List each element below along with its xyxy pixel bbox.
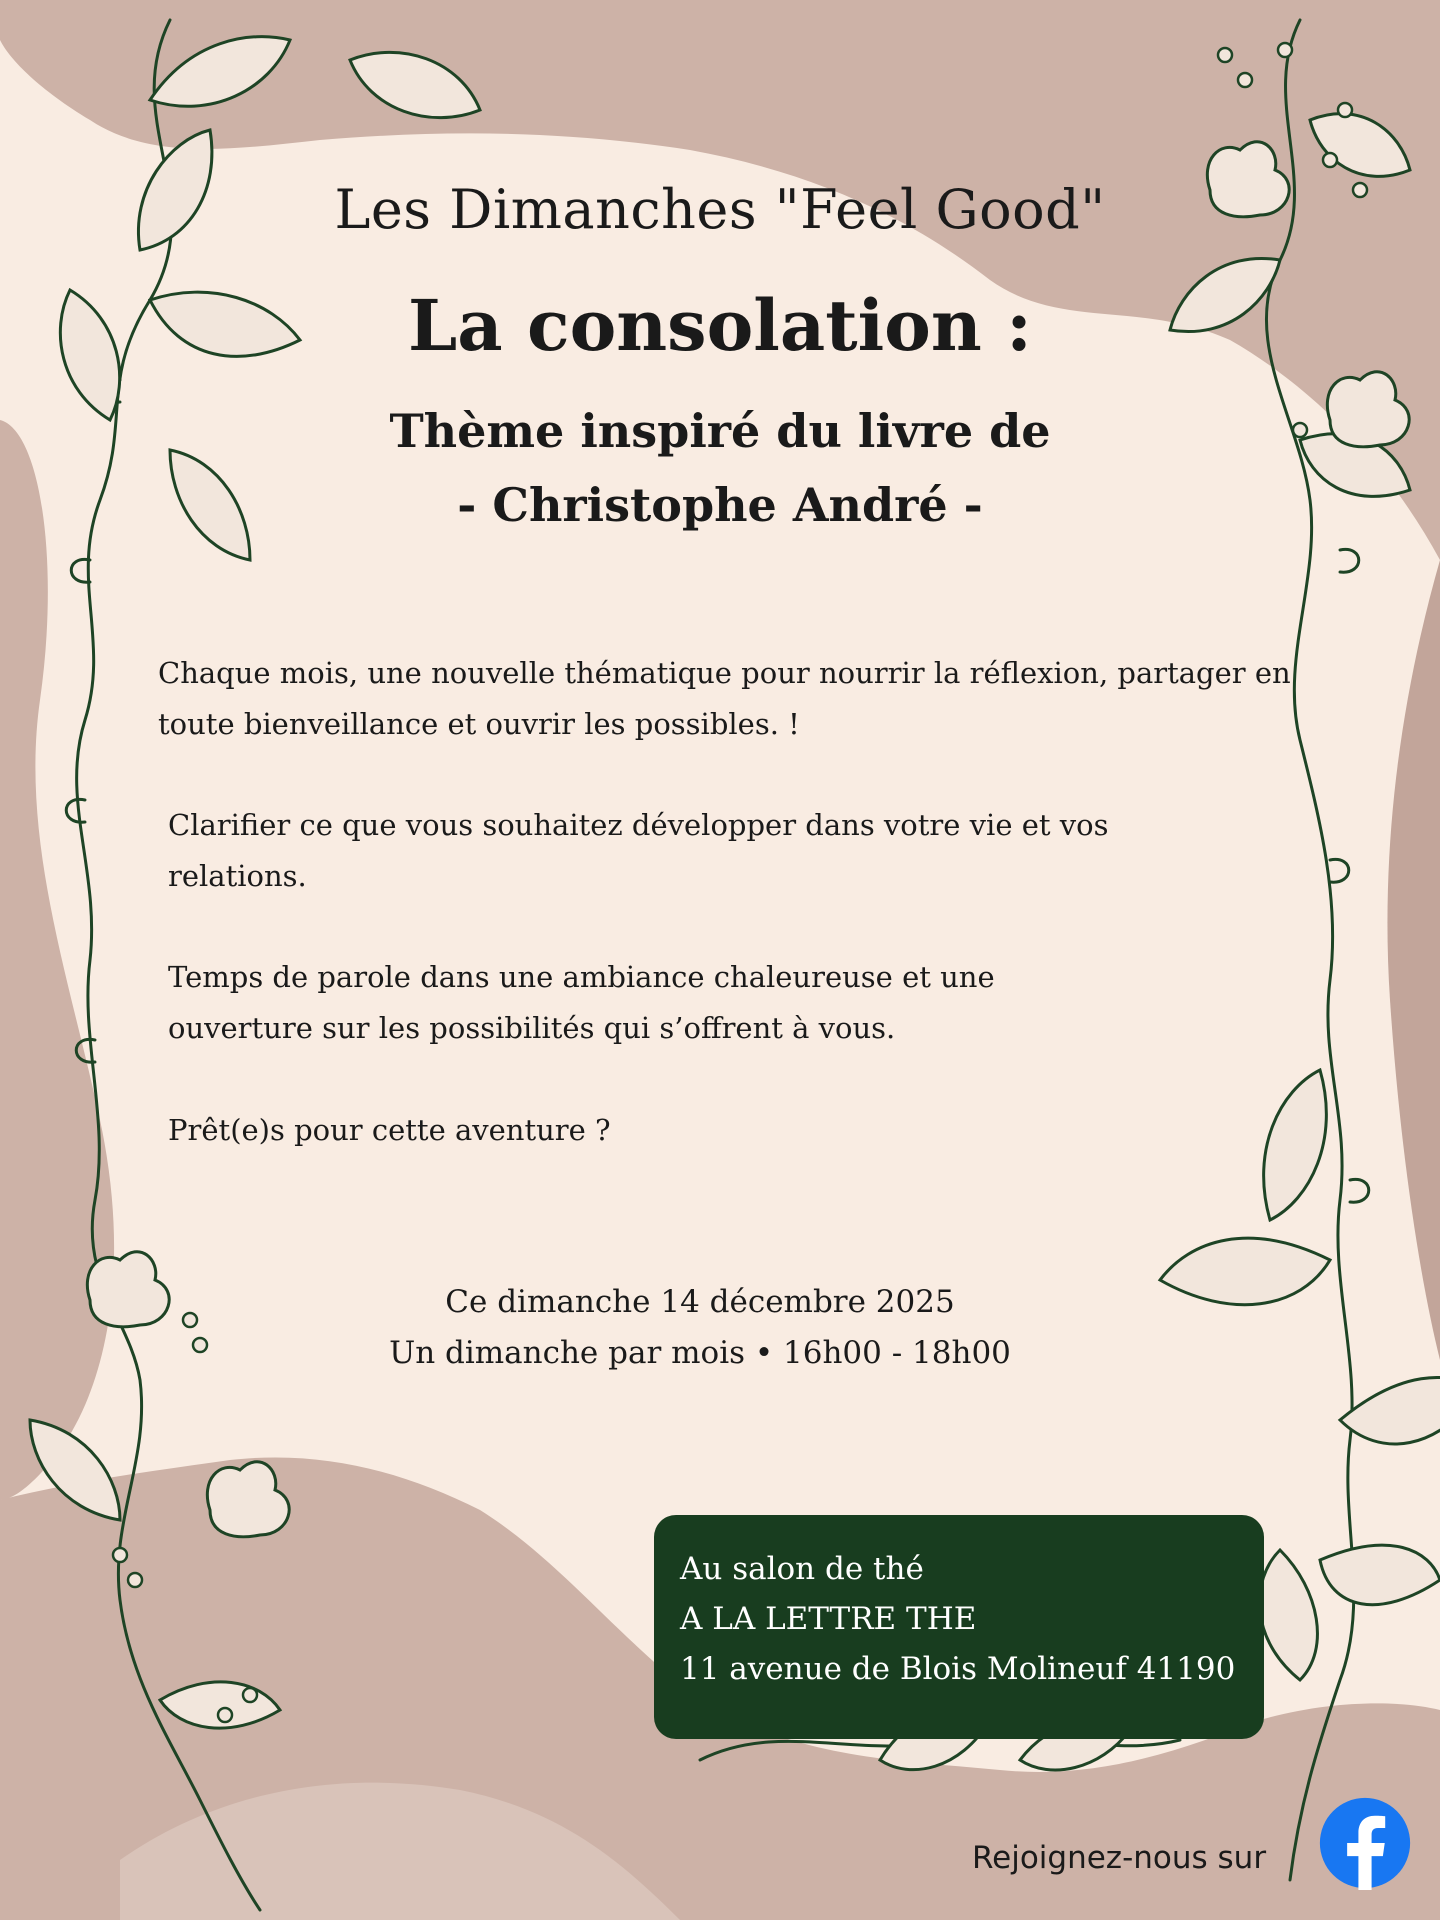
question-paragraph: Prêt(e)s pour cette aventure ?	[168, 1113, 611, 1147]
event-schedule: Un dimanche par mois • 16h00 - 18h00	[389, 1335, 1011, 1371]
subtitle-book-line: Thème inspiré du livre de	[389, 404, 1051, 458]
leaf	[1340, 1378, 1440, 1444]
berry	[128, 1573, 142, 1587]
facebook-icon[interactable]	[1318, 1796, 1412, 1890]
leaf	[1320, 1545, 1440, 1605]
background-blob-right	[1387, 560, 1440, 1360]
subtitle-author-line: - Christophe André -	[457, 478, 983, 532]
venue-address: 11 avenue de Blois Molineuf 41190	[680, 1651, 1236, 1687]
sharing-paragraph: Temps de parole dans une ambiance chaleureuse et une ouverture sur les possibilités qui s’offrent à vous.	[168, 960, 995, 1045]
venue-box	[654, 1515, 1264, 1739]
leaf	[1264, 1070, 1327, 1220]
berry	[1218, 48, 1232, 62]
berry	[1238, 73, 1252, 87]
intro-paragraph: Chaque mois, une nouvelle thématique pour nourrir la réflexion, partager en toute bienveillance et ouvrir les possibles. !	[158, 656, 1291, 741]
event-date: Ce dimanche 14 décembre 2025	[445, 1284, 955, 1320]
berry	[1338, 103, 1352, 117]
berry	[218, 1708, 232, 1722]
berry	[113, 1548, 127, 1562]
clarify-paragraph: Clarifier ce que vous souhaitez développer dans votre vie et vos relations.	[168, 808, 1109, 893]
series-title: Les Dimanches "Feel Good"	[334, 178, 1106, 241]
leaf	[1260, 1550, 1318, 1680]
venue-type: Au salon de thé	[680, 1551, 924, 1587]
venue-name: A LA LETTRE THE	[680, 1601, 977, 1637]
join-us-text: Rejoignez-nous sur	[972, 1840, 1267, 1876]
berry	[1278, 43, 1292, 57]
berry	[1323, 153, 1337, 167]
main-title: La consolation :	[408, 284, 1032, 367]
berry	[243, 1688, 257, 1702]
